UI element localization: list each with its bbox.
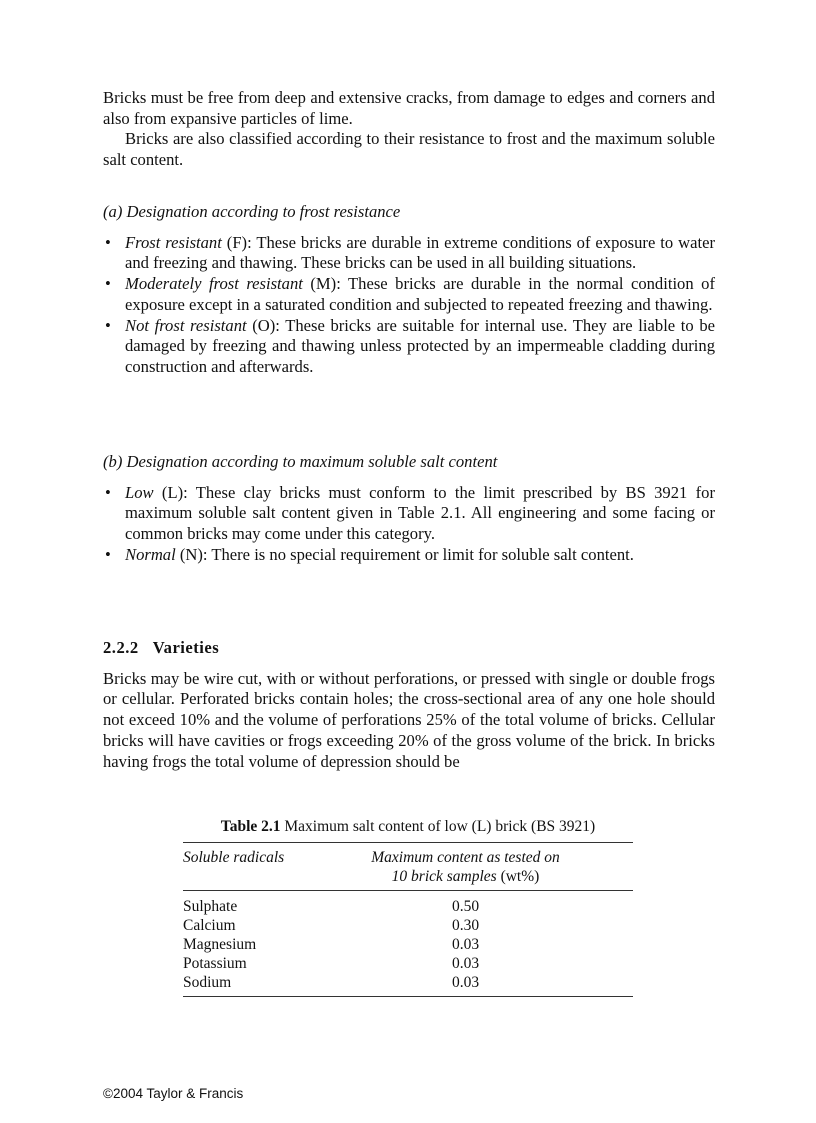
caption-text: Maximum salt content of low (L) brick (BS 3921) [280, 818, 596, 835]
cell: 0.50 [451, 898, 480, 915]
table-row [183, 954, 633, 973]
cell: Magnesium [183, 936, 257, 953]
header-line: 10 brick samples [391, 868, 497, 885]
column-header: Soluble radicals [183, 849, 285, 866]
table-row [183, 973, 633, 992]
term: Not frost resistant [125, 315, 247, 335]
definition: (N): There is no special requirement or limit for soluble salt content. [175, 544, 634, 564]
bottom-rule [183, 996, 633, 997]
section-title: Varieties [152, 638, 220, 657]
frost-heading: (a) Designation according to frost resistance [103, 202, 401, 221]
cell: 0.03 [451, 974, 480, 991]
frost-section [103, 202, 715, 378]
table-label: Table 2.1 [220, 818, 281, 835]
list-item [103, 274, 715, 315]
cell: 0.03 [451, 955, 480, 972]
table-row [183, 916, 633, 935]
salt-list [103, 483, 715, 566]
intro-paragraph-1: Bricks must be free from deep and extensive cracks, from damage to edges and corners and also from expansive particles of lime. [103, 88, 715, 128]
definition: (M): These bricks are durable in the normal condition of exposure except in a saturated condition and subjected to repeated freezing and thawing. [125, 274, 715, 314]
copyright-footer: ©2004 Taylor & Francis [103, 1086, 244, 1101]
intro [103, 88, 715, 171]
definition: (O): These bricks are suitable for internal use. They are liable to be damaged by freezing and thawing unless protected by an impermeable cladding during construction and afterwards. [125, 315, 715, 376]
table-row [183, 935, 633, 954]
term: Moderately frost resistant [125, 274, 303, 294]
cell: Calcium [183, 917, 236, 934]
salt-section [103, 452, 715, 566]
definition: (F): These bricks are durable in extreme conditions of exposure to water and freezing and thawing. These bricks can be used in all building situations. [125, 232, 715, 273]
list-item [103, 316, 715, 378]
cell: 0.30 [451, 917, 480, 934]
column-header [338, 848, 633, 886]
list-item [103, 483, 715, 545]
list-item [103, 233, 715, 274]
header-line: Maximum content as tested on [371, 849, 560, 866]
section-number: 2.2.2 [103, 638, 139, 657]
cell: Potassium [183, 955, 247, 972]
term: Normal [125, 544, 176, 564]
varieties-section [103, 638, 715, 772]
header-unit: (wt%) [496, 868, 540, 885]
table-2-1 [183, 817, 633, 997]
term: Frost resistant [125, 232, 222, 252]
list-item [103, 545, 715, 566]
section-heading [103, 638, 715, 659]
intro-paragraph-2: Bricks are also classified according to their resistance to frost and the maximum soluble salt content. [103, 129, 715, 170]
term: Low [125, 482, 154, 502]
table-row [183, 897, 633, 916]
table-body [183, 891, 633, 996]
cell: Sodium [183, 974, 232, 991]
salt-heading: (b) Designation according to maximum soluble salt content [103, 452, 498, 471]
cell: 0.03 [451, 936, 480, 953]
table-header [183, 843, 633, 890]
table-caption [183, 817, 633, 836]
cell: Sulphate [183, 898, 238, 915]
section-paragraph: Bricks may be wire cut, with or without perforations, or pressed with single or double frogs or cellular. Perforated bricks contain holes; the cross-sectional area of any one hole should not exceed 10% and the volume of perforations 25% of the total volume of bricks. Cellular bricks will have cavities or frogs exceeding 20% of the gross volume of the brick. In bricks having frogs the total volume of depression should be [103, 668, 715, 771]
definition: (L): These clay bricks must conform to the limit prescribed by BS 3921 for maximum soluble salt content given in Table 2.1. All engineering and some facing or common bricks may come under this category. [125, 482, 715, 544]
frost-list [103, 233, 715, 378]
